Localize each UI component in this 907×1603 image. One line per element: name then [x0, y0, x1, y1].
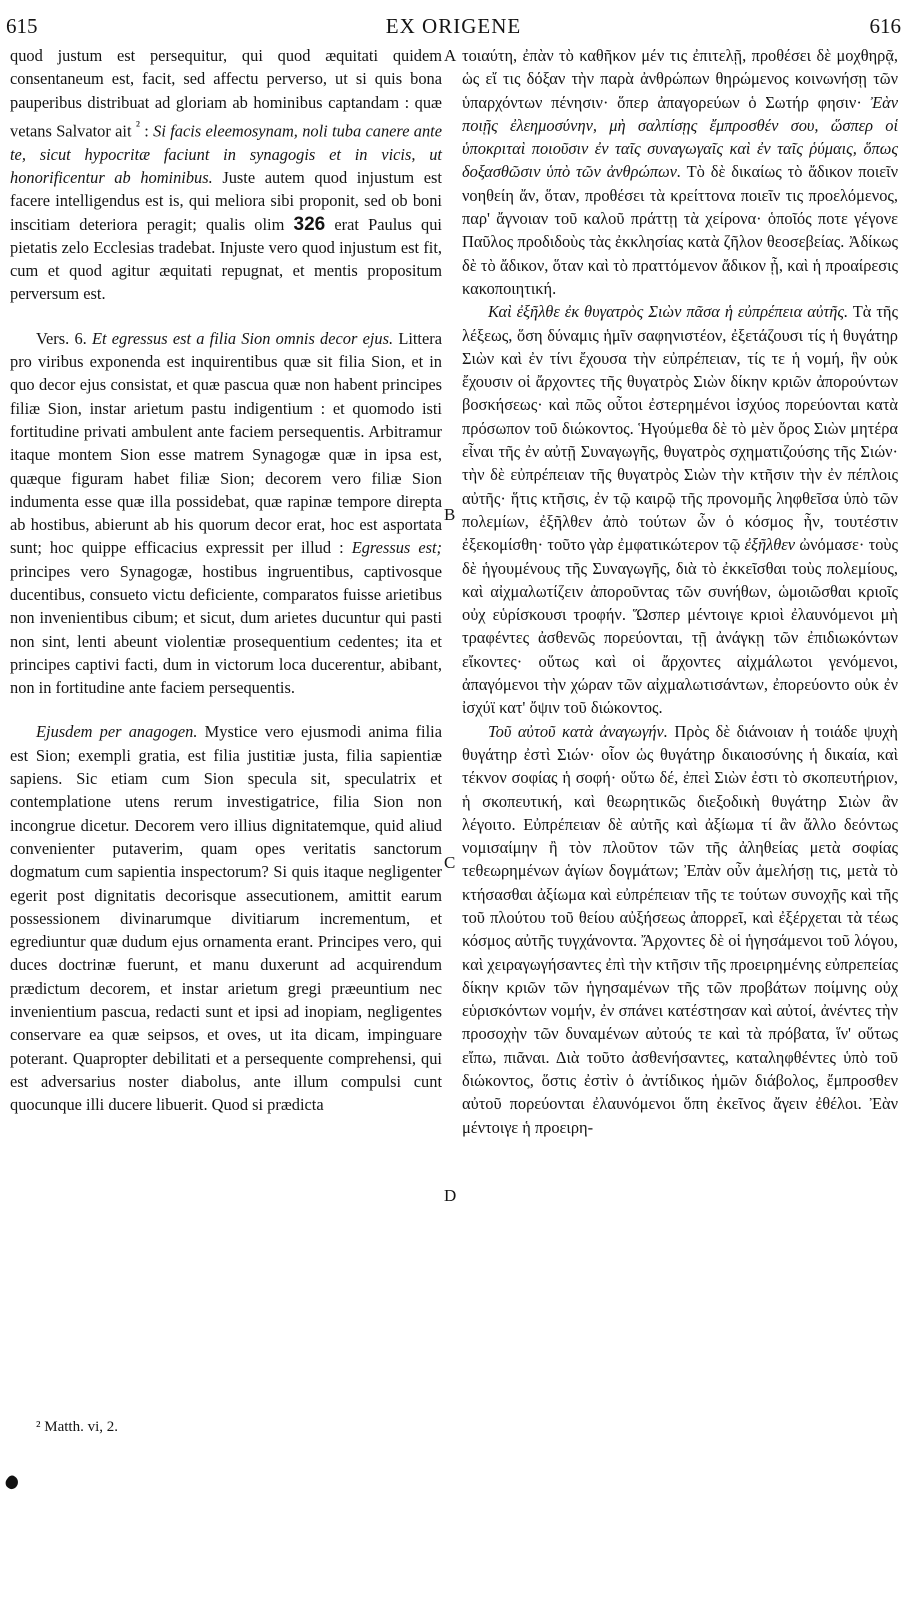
latin-paragraph-2: Vers. 6. Et egressus est a filia Sion omnis decor ejus. Littera pro viribus exponenda est inquirentibus quæ sit filia Sion, et in quo decor ejus consistat, et quæ pascua quæ non habent principes filiæ Sion, instar arietum pastu indigentium : et quomodo isti fortitudine privati ambulent ante faciem persequentis. Arbitramur itaque montem Sion esse matrem Synagogæ quæ in ipsa est, quæque figuram habet filiæ Sion; decorem vero filiæ Sion indumenta esse quæ illa possidebat, quæ rapinæ tempore direpta ab hostibus, abierunt ab his quorum decor erat, hoc est asportata sunt; hoc quippe efficacius expressit per illud : Egressus est; principes vero Synagogæ, hostibus ingruentibus, captivosque ducentibus, consueto victu deficiente, comparatos fuisse arietibus non invenientibus cibum; et sicut, dum arietes ducuntur qui pasti non sint, lenti abeunt violentiæ prosequentium cedentes; ita et principes captivi facti, dum in victorum loca ducerentur, abibant, non in fortitudine ante faciem persequentis. [10, 328, 442, 698]
verse-lemma: Καὶ ἐξῆλθε ἐκ θυγατρὸς Σιὼν πᾶσα ἡ εὐπρέπεια αὐτῆς. [488, 302, 849, 322]
page-number-right: 616 [869, 14, 901, 38]
margin-marker-b: B [444, 505, 456, 524]
latin-paragraph-3: Ejusdem per anagogen. Mystice vero ejusmodi anima filia est Sion; exempli gratia, est filia justitiæ justa, filia sapientiæ sapiens. Sic etiam cum Sion specula sit, speculatrix et contemplatione utens rerum investigatrice, filia Sion non incongrue dicetur. Decorem vero illius dignitatemque, quid aliud convenienter putaverim, quam opes veritatis sanctorum dogmatum cum sapientia inspectorum? Si quis itaque negligenter egerit post dignitatis decorisque assecutionem, amittit earum possessionem divinarumque divitiarum incrementum, et egrediuntur quæ dudum ejus ornamenta erant. Principes vero, qui duces doctrinæ fuerunt, et manu duxerunt ad acquirendum prædictum decorem, et instar arietum gregi præeuntium nec invenientium pascua, redacti sunt et ipsi ad inopiam, negligentes conservare ea quæ seipsos, et oves, ut ita dicam, impinguare poterant. Quapropter debilitati et a persequente comprehensi, qui est adversarius noster diabolus, ante illum compulsi cunt quocunque illi ducere libuerit. Quod si prædicta [10, 722, 442, 1115]
greek-column [462, 44, 898, 1139]
greek-paragraph-2: Καὶ ἐξῆλθε ἐκ θυγατρὸς Σιὼν πᾶσα ἡ εὐπρέπεια αὐτῆς. Τὰ τῆς λέξεως, ὅση δύναμις ἡμῖν σαφηνιστέον, ἐξετάζουσι τίς ἡ θυγάτηρ Σιὼν καὶ ἐν τίνι ἔχουσα τὴν εὐπρέπειαν, τίς τε ἡ νομή, ἣν οὐκ ἔχουσιν οἱ ἄρχοντες τῆς θυγατρὸς Σιὼν δίκην κριῶν ἀπορούντων βοσκήσεως· καὶ πῶς οὗτοι ἐστερημένοι ἰσχύος πορεύονται κατὰ πρόσωπον τοῦ διώκοντος. Ἡγούμεθα δὲ τὸ μὲν ὄρος Σιὼν μητέρα εἶναι τῆς ἐν αὐτῇ Συναγωγῆς, θυγατρὸς σχηματιζούσης τῆς Σιών· τὴν δὲ εὐπρέπειαν τῆς θυγατρὸς Σιὼν τὴν κτῆσιν τὴν ἐν πέπλοις αὐτῆς· ἥτις κτῆσις, ἐν τῷ καιρῷ τῆς προνομῆς ληφθεῖσα ὑπὸ τῶν πολεμίων, ἐξῆλθεν ἀπὸ τούτων ὧν ὁ κόσμος ἦν, τουτέστιν ἐξεκομίσθη· τοῦτο γὰρ ἐμφατικώτερον τῷ ἐξῆλθεν ὠνόμασε· τοὺς δὲ ἡγουμένους τῆς Συναγωγῆς, διὰ τὸ ἐκκεῖσθαι τοὺς πολεμίους, καὶ αἰχμαλωτίζειν ἀποροῦντας τῶν συνήθων, ὡμοιῶσθαι κριοῖς οὐχ εὑρίσκουσι τροφήν. Ὥσπερ μέντοιγε κριοὶ ἐλαυνόμενοι μὴ τραφέντες ἀσθενῶς πορεύονται, τῇ ἀνάγκῃ τῶν ἐπιδιωκόντων εἴκοντες· οὕτως καὶ οἱ ἄρχοντες αἰχμάλωτοι γενόμενοι, ἀπαγόμενοι τὴν χώραν τῶν αἰχμαλωτισάντων, ἐπορεύοντο οὐκ ἐν ἰσχύϊ κατ' ὄψιν τοῦ διώκοντος. [462, 302, 898, 718]
latin-column [10, 44, 442, 1117]
verse-lemma: Et egressus est a filia Sion omnis decor ejus. [91, 328, 394, 348]
footnote: ² Matth. vi, 2. [36, 1419, 118, 1435]
running-title: EX ORIGENE [385, 14, 522, 38]
section-lead: Τοῦ αὐτοῦ κατὰ ἀναγωγήν. [488, 721, 668, 741]
footnote-reference: ² [135, 117, 140, 133]
margin-marker-c: C [444, 853, 456, 872]
margin-marker-d: D [444, 1186, 457, 1205]
scripture-quote: Si facis eleemosynam, noli tuba canere ante te, sicut hypocritæ faciunt in synagogis et in vicis, ut honorificentur ab hominibus. [10, 121, 443, 187]
page-header [6, 6, 901, 36]
section-lead: Ejusdem per anagogen. [36, 722, 198, 742]
ink-blot [3, 1474, 20, 1492]
latin-paragraph-1: quod justum est persequitur, qui quod æquitati quidem consentaneum est, facit, sed affectu perverso, ut si quis bona pauperibus distribuat ad gloriam ab hominibus captandam : quæ vetans Salvator ait $^{^2}$ : Si facis eleemosynam, noli tuba canere ante te, sicut hypocritæ faciunt in synagogis et in vicis, ut honorificentur ab hominibus. Juste autem quod injustum est facere intelligendus est is, qui meliora sibi proponit, sed ob boni inscitiam deteriora peragit; qualis olim 326 erat Paulus qui pietatis zelo Ecclesias tradebat. Injuste vero quod injustum est fit, cum et quod agitur æquitati repugnat, et mentis propositum perversum est. [10, 46, 443, 304]
column-number: 326 [293, 213, 326, 235]
margin-marker-a: A [444, 46, 457, 65]
scripture-quote: Ἐὰν ποιῇς ἐλεημοσύνην, μὴ σαλπίσῃς ἔμπροσθέν σου, ὥσπερ οἱ ὑποκριταὶ ποιοῦσιν ἐν ταῖς συναγωγαῖς καὶ ἐν ταῖς ῥύμαις, ὅπως δοξασθῶσιν ὑπὸ τῶν ἀνθρώπων. [462, 92, 898, 182]
greek-paragraph-3: Τοῦ αὐτοῦ κατὰ ἀναγωγήν. Πρὸς δὲ διάνοιαν ἡ τοιάδε ψυχὴ θυγάτηρ ἐστὶ Σιών· οἷον ὡς θυγάτηρ δικαιοσύνης ἡ δικαία, καὶ τέκνον σοφίας ἡ σοφή· οὕτω δέ, ἐπεὶ Σιὼν ἐστι τὸ σκοπευτήριον, ἡ σκοπευτική, καὶ θεωρητικῶς διεξοδικὴ θυγάτηρ Σιὼν ἂν λέγοιτο. Εὐπρέπειαν δὲ αὐτῆς καὶ ἀξίωμα τί ἂν ἄλλο δεόντως νομισαίμην ἢ τὸν πλοῦτον τῶν τῆς ἀληθείας μετὰ σοφίας τεθεωρημένων ἁγίων δογμάτων; Ἐπὰν οὖν ἀμελήσῃ τις, μετὰ τὸ κτήσασθαι ἀξίωμα καὶ εὐπρέπειαν τῆς τε τούτων συνοχῆς καὶ τῆς τοῦ πλούτου τοῦ θείου αὐξήσεως ἀπορρεῖ, καὶ ἐξέρχεται τὰ τέως κόσμος αὐτῆς τυγχάνοντα. Ἄρχοντες δὲ οἱ ἡγησάμενοι τοῦ λόγου, καὶ χειραγωγήσαντες ἐπὶ τὴν κτῆσιν τῆς προειρημένης εὐπρεπείας δίκην κριῶν τῶν ἡγησαμένων τῆς τῶν προβάτων ποίμνης οὐχ εὑρισκόντων νομήν, ἐν σπάνει κατέστησαν καὶ αὐτοί, ἀνέντες τὴν προσοχὴν τῶν δυναμένων αὐτούς τε καὶ τὰ πρόβατα, ἵν' οὕτως εἴπω, πιᾶναι. Διὰ τοῦτο ἀσθενήσαντες, καταληφθέντες ὑπὸ τοῦ διώκοντος, ὅστις ἐστὶν ὁ ἀντίδικος ἡμῶν διάβολος, ἔμπροσθεν αὐτοῦ πορεύονται ἐλαυνόμενοι ὅπη ἐκεῖνος ἄγειν ἐθέλοι. Ἐὰν μέντοιγε ἡ προειρη- [462, 721, 898, 1137]
greek-paragraph-1: τοιαύτη, ἐπὰν τὸ καθῆκον μέν τις ἐπιτελῇ, προθέσει δὲ μοχθηρᾷ, ὡς εἴ τις δόξαν τὴν παρὰ ἀνθρώπων θηρώμενος κοινωνήσῃ τῶν ὑπαρχόντων πένησιν· ὅπερ ἀπαγορεύων ὁ Σωτήρ φησιν· Ἐὰν ποιῇς ἐλεημοσύνην, μὴ σαλπίσῃς ἔμπροσθέν σου, ὥσπερ οἱ ὑποκριταὶ ποιοῦσιν ἐν ταῖς συναγωγαῖς καὶ ἐν ταῖς ῥύμαις, ὅπως δοξασθῶσιν ὑπὸ τῶν ἀνθρώπων. Τὸ δὲ δικαίως τὸ ἄδικον ποιεῖν νοηθείη ἄν, ὅταν, προθέσει τὰ κρείττονα ποιεῖν τις προελόμενος, παρ' ἄγνοιαν τοῦ καλοῦ πράττῃ τὰ χείρονα· ὁποῖός ποτε γέγονε Παῦλος προδιδοὺς τὰς ἐκκλησίας κατὰ ζῆλον θεοσεβείας. Ἀδίκως δὲ τὸ ἄδικον, ὅταν καὶ τὸ πραττόμενον ἄδικον ᾖ, καὶ ἡ προαίρεσις κακοποιητική. [462, 46, 898, 298]
page-number-left: 615 [6, 14, 38, 38]
